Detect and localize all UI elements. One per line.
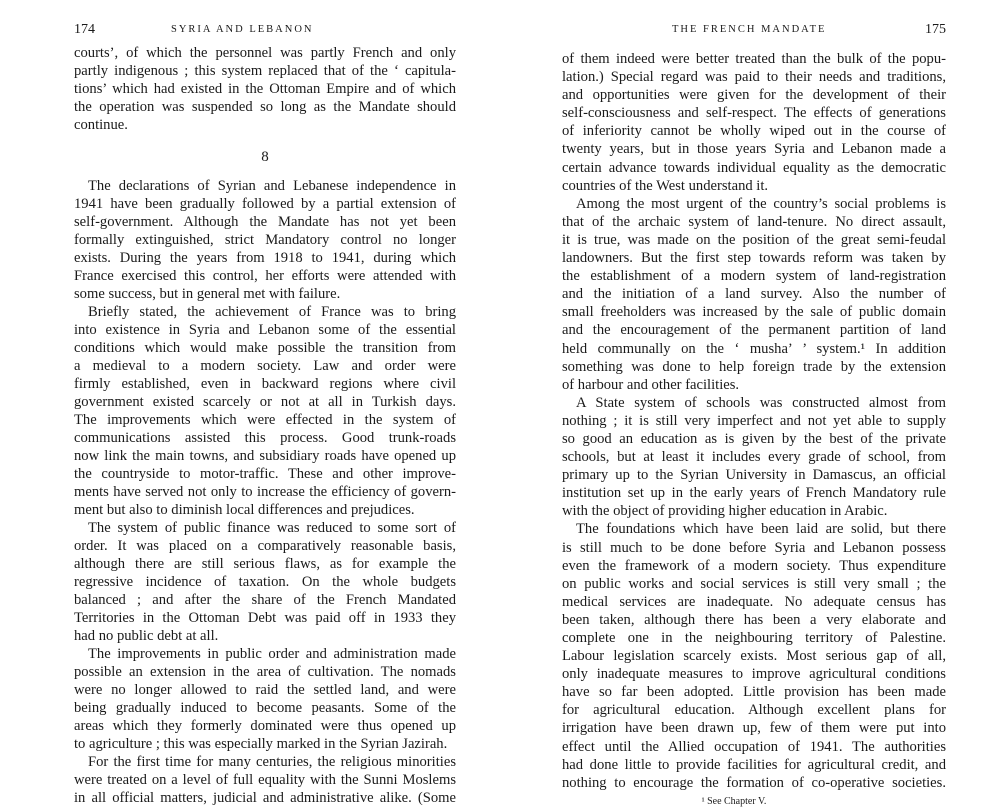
text-line: possible an extension in the area of cultivation. The nomads <box>74 664 456 680</box>
text-line: of them indeed were better treated than the bulk of the popu- <box>562 51 946 67</box>
text-line: The improvements which were effected in the system of <box>74 412 456 428</box>
text-line: were no longer allowed to raid the settled land, and were <box>74 682 456 698</box>
text-line: so good an education as is given by the best of the private <box>562 430 946 447</box>
text-line: been taken, although there has been a very elaborate and <box>562 611 946 628</box>
text-line: even the framework of a modern society. Thus expenditure <box>562 557 946 574</box>
text-line: ment but also to diminish local differences and prejudices. <box>74 502 415 518</box>
text-line: firmly established, even in backward regions where civil <box>74 376 456 392</box>
left-page-body <box>74 44 456 807</box>
text-line: the establishment of a modern system of land-registration <box>562 268 946 285</box>
text-line: self-consciousness and self-respect. The effects of generations <box>562 105 946 122</box>
running-head: SYRIA AND LEBANON <box>171 24 314 35</box>
running-head: THE FRENCH MANDATE <box>672 24 827 35</box>
text-line: communications assisted this process. Good trunk-roads <box>74 430 456 446</box>
text-line: Territories in the Ottoman Debt was paid off in 1933 they <box>74 610 456 626</box>
text-line: of inferiority cannot be wholly wiped out in the course of <box>562 123 946 140</box>
text-line: ments have served not only to increase the efficiency of govern- <box>74 484 456 500</box>
text-line: continue. <box>74 117 128 133</box>
text-line: held communally on the ‘ musha’ ’ system.¹ In addition <box>562 340 946 357</box>
text-line: The foundations which have been laid are solid, but there <box>576 521 946 538</box>
text-line: is still much to be done before Syria and Lebanon possess <box>562 539 946 556</box>
footnote: ¹ See Chapter V. <box>701 795 767 807</box>
text-line: only inadequate measures to improve agricultural conditions <box>562 666 946 683</box>
text-line: regressive incidence of taxation. On the whole budgets <box>74 574 456 590</box>
text-line: Briefly stated, the achievement of France was to bring <box>88 304 456 320</box>
text-line: medical services are inadequate. No adequate census has <box>562 593 946 610</box>
text-line: tions’ which had existed in the Ottoman Empire and of which <box>74 81 456 97</box>
text-line: some success, but in general met with failure. <box>74 286 341 302</box>
text-line: with the object of providing higher education in Arabic. <box>562 503 888 520</box>
text-line: complete one in the neighbouring territory of Palestine. <box>562 630 946 646</box>
right-page-header <box>562 22 946 38</box>
text-line: exists. During the years from 1918 to 1941, during which <box>74 250 456 266</box>
text-line: it is true, was made on the position of the great semi-feudal <box>562 231 946 248</box>
text-line: primary up to the Syrian University in Damascus, an official <box>562 467 946 484</box>
text-line: France exercised this control, her efforts were attended with <box>74 268 456 284</box>
text-line: small freeholders was increased by the sale of public domain <box>562 304 946 321</box>
text-line: The declarations of Syrian and Lebanese independence in <box>88 178 456 194</box>
text-line: of harbour and other facilities. <box>562 376 740 393</box>
text-line: were treated on a level of full equality with the Sunni Moslems <box>74 772 456 788</box>
text-line: Among the most urgent of the country’s social problems is <box>576 195 946 212</box>
text-line: into existence in Syria and Lebanon some of the essential <box>74 322 456 338</box>
text-line: lation.) Special regard was paid to their needs and traditions, <box>562 69 946 86</box>
text-line: institution set up in the early years of French Mandatory rule <box>562 485 946 502</box>
text-line: government existed scarcely or not at all in Turkish days. <box>74 394 456 410</box>
text-line: now link the main towns, and subsidiary roads have opened up <box>74 448 456 464</box>
text-line: landowners. But the first step towards reform was taken by <box>562 250 946 267</box>
text-line: twenty years, but in those years Syria and Lebanon made a <box>562 141 946 158</box>
right-page-body <box>562 50 946 807</box>
text-line: A State system of schools was constructed almost from <box>576 394 946 411</box>
text-line: have so far been adopted. Little provision has been made <box>562 684 946 701</box>
text-line: and the initiation of a land survey. Also the number of <box>562 286 946 303</box>
text-line: nothing to encourage the formation of co-operative societies. <box>562 774 946 791</box>
text-line: the countryside to motor-traffic. These and other improve- <box>74 466 456 482</box>
text-line: certain advance towards individual equality as the democratic <box>562 159 946 176</box>
text-line: The improvements in public order and administration made <box>88 646 456 662</box>
text-line: a medieval to a modern society. Law and order were <box>74 358 456 374</box>
text-line: 1941 have been gradually followed by a partial extension of <box>74 196 456 212</box>
text-line: that of the archaic system of land-tenure. No direct assault, <box>562 213 946 230</box>
text-line: conditions which would make possible the transition from <box>74 340 456 356</box>
text-line: formally extinguished, strict Mandatory control no longer <box>74 232 456 248</box>
text-line: nothing ; it is still very imperfect and not yet able to supply <box>562 412 946 429</box>
page-number: 174 <box>74 22 95 37</box>
text-line: areas which they formerly dominated were thus opened up <box>74 718 456 734</box>
text-line: irrigation have been drawn up, few of them were put into <box>562 720 946 737</box>
text-line: For the first time for many centuries, the religious minorities <box>88 754 456 770</box>
text-line: something was done to help foreign trade by the extension <box>562 358 946 375</box>
text-line: courts’, of which the personnel was partly French and only <box>74 45 456 61</box>
text-line: in all official matters, judicial and administrative alike. (Some <box>74 790 456 806</box>
text-line: although there are still serious flaws, as for example the <box>74 556 456 572</box>
text-line: balanced ; and after the share of the French Mandated <box>74 592 456 608</box>
text-line: The system of public finance was reduced to some sort of <box>88 520 456 536</box>
page-number: 175 <box>925 22 946 37</box>
left-page-header <box>74 22 456 38</box>
text-line: schools, but at least it includes every grade of school, from <box>562 449 946 466</box>
text-line: had done little to provide facilities for agricultural credit, and <box>562 756 946 773</box>
text-line: and the encouragement of the permanent partition of land <box>562 322 946 339</box>
text-line: partly indigenous ; this system replaced that of the ‘ capitula- <box>74 63 456 79</box>
text-line: the operation was suspended so long as the Mandate should <box>74 99 456 115</box>
text-line: to agriculture ; this was especially marked in the Syrian Jazirah. <box>74 736 448 752</box>
text-line: and opportunities were given for the development of their <box>562 87 946 104</box>
text-line: countries of the West understand it. <box>562 177 769 194</box>
text-line: being gradually induced to become peasants. Some of the <box>74 700 456 716</box>
text-line: self-government. Although the Mandate has not yet been <box>74 214 456 230</box>
text-line: Labour legislation scarcely exists. Most serious gap of all, <box>562 648 946 665</box>
section-number: 8 <box>261 149 269 165</box>
text-line: on public works and social services is still very small ; the <box>562 575 946 592</box>
text-line: had no public debt at all. <box>74 628 219 644</box>
text-line: for agricultural education. Although excellent plans for <box>562 702 946 719</box>
text-line: order. It was placed on a comparatively reasonable basis, <box>74 538 456 554</box>
text-line: effect until the Allied occupation of 1941. The authorities <box>562 738 946 755</box>
